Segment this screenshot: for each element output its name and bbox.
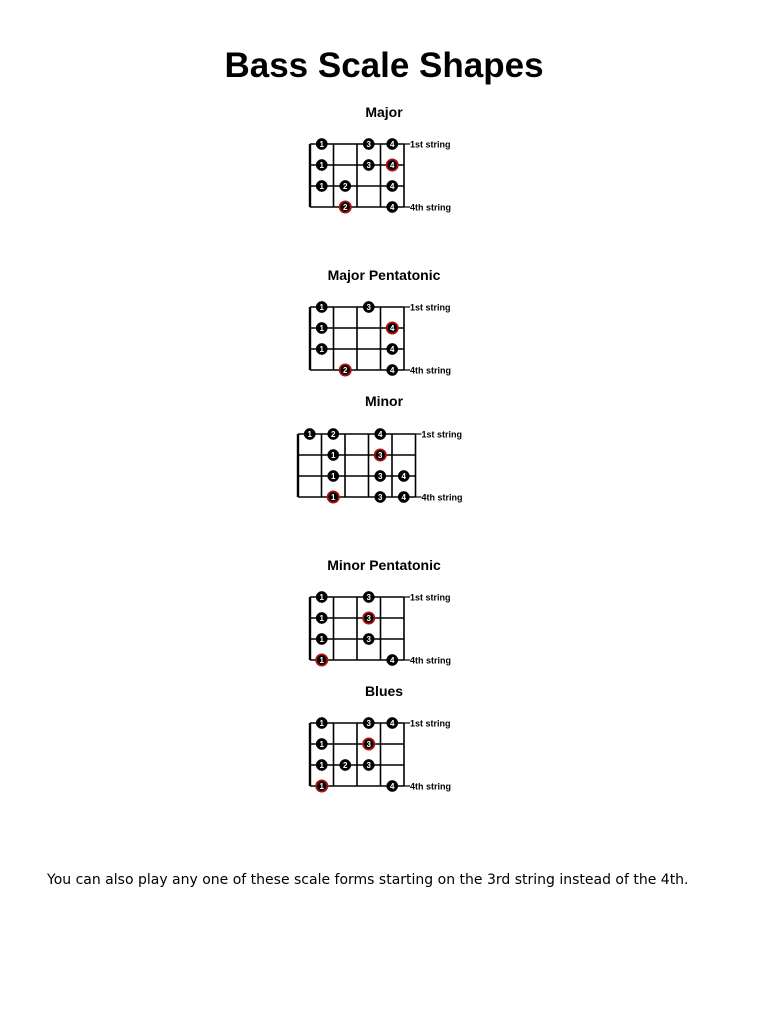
finger-number: 2	[331, 430, 336, 439]
finger-number: 2	[343, 761, 348, 770]
finger-number: 3	[378, 493, 383, 502]
finger-number: 1	[319, 345, 324, 354]
root-note-dot	[316, 654, 327, 665]
first-string-label: 1st string	[410, 592, 451, 603]
finger-number: 4	[390, 161, 395, 170]
note-dot	[387, 364, 398, 375]
finger-number: 1	[319, 656, 324, 665]
finger-number: 1	[319, 761, 324, 770]
note-dot	[363, 633, 374, 644]
scale-title-major-pentatonic: Major Pentatonic	[327, 267, 441, 283]
footer-note: You can also play any one of these scale forms starting on the 3rd string instead of the 4th.	[47, 872, 689, 888]
finger-number: 1	[319, 740, 324, 749]
fourth-string-label: 4th string	[421, 492, 463, 503]
note-dot	[363, 717, 374, 728]
note-dot	[363, 759, 374, 770]
root-note-dot	[375, 449, 386, 460]
finger-number: 3	[366, 140, 371, 149]
note-dot	[387, 343, 398, 354]
note-dot	[328, 470, 339, 481]
note-dot	[375, 491, 386, 502]
note-dot	[387, 717, 398, 728]
first-string-label: 1st string	[410, 718, 451, 729]
finger-number: 4	[401, 493, 406, 502]
root-note-dot	[340, 201, 351, 212]
note-dot	[328, 428, 339, 439]
note-dot	[316, 180, 327, 191]
fretboard-diagram-blues	[300, 713, 470, 795]
scale-title-minor: Minor	[364, 393, 404, 409]
fourth-string-label: 4th string	[410, 655, 452, 666]
fretboard-diagram-minor	[288, 424, 483, 506]
root-note-dot	[340, 364, 351, 375]
note-dot	[387, 654, 398, 665]
finger-number: 1	[319, 782, 324, 791]
finger-number: 1	[319, 719, 324, 728]
note-dot	[316, 322, 327, 333]
first-string-label: 1st string	[410, 139, 451, 150]
finger-number: 4	[390, 324, 395, 333]
finger-number: 3	[366, 593, 371, 602]
root-note-dot	[328, 491, 339, 502]
note-dot	[340, 180, 351, 191]
finger-number: 4	[390, 782, 395, 791]
finger-number: 1	[319, 614, 324, 623]
finger-number: 1	[331, 472, 336, 481]
finger-number: 4	[390, 656, 395, 665]
finger-number: 3	[366, 761, 371, 770]
fretboard-diagram-major-pentatonic	[300, 297, 470, 379]
note-dot	[398, 491, 409, 502]
finger-number: 1	[319, 324, 324, 333]
finger-number: 1	[319, 635, 324, 644]
first-string-label: 1st string	[410, 302, 451, 313]
note-dot	[387, 201, 398, 212]
root-note-dot	[316, 780, 327, 791]
note-dot	[316, 301, 327, 312]
fourth-string-label: 4th string	[410, 202, 452, 213]
note-dot	[316, 591, 327, 602]
finger-number: 4	[390, 345, 395, 354]
finger-number: 3	[366, 635, 371, 644]
scale-title-minor-pentatonic: Minor Pentatonic	[327, 557, 441, 573]
finger-number: 1	[331, 451, 336, 460]
note-dot	[387, 180, 398, 191]
note-dot	[363, 301, 374, 312]
note-dot	[316, 138, 327, 149]
finger-number: 1	[319, 182, 324, 191]
finger-number: 4	[390, 182, 395, 191]
note-dot	[316, 612, 327, 623]
note-dot	[316, 759, 327, 770]
finger-number: 3	[366, 303, 371, 312]
finger-number: 1	[319, 303, 324, 312]
root-note-dot	[363, 738, 374, 749]
note-dot	[387, 138, 398, 149]
note-dot	[387, 780, 398, 791]
scale-title-major: Major	[365, 104, 403, 120]
finger-number: 2	[343, 203, 348, 212]
page-title: Bass Scale Shapes	[224, 46, 544, 85]
first-string-label: 1st string	[421, 429, 463, 440]
fretboard-diagram-minor-pentatonic	[300, 587, 470, 669]
finger-number: 3	[378, 472, 383, 481]
note-dot	[363, 159, 374, 170]
root-note-dot	[387, 322, 398, 333]
fretboard-diagram-major	[300, 134, 470, 216]
note-dot	[304, 428, 315, 439]
finger-number: 4	[378, 430, 383, 439]
finger-number: 3	[366, 740, 371, 749]
finger-number: 1	[319, 161, 324, 170]
fourth-string-label: 4th string	[410, 365, 452, 376]
finger-number: 4	[390, 366, 395, 375]
note-dot	[398, 470, 409, 481]
note-dot	[316, 343, 327, 354]
finger-number: 3	[366, 614, 371, 623]
finger-number: 1	[319, 140, 324, 149]
note-dot	[375, 470, 386, 481]
note-dot	[363, 138, 374, 149]
note-dot	[363, 591, 374, 602]
finger-number: 1	[319, 593, 324, 602]
finger-number: 4	[390, 203, 395, 212]
finger-number: 3	[378, 451, 383, 460]
root-note-dot	[363, 612, 374, 623]
finger-number: 4	[390, 719, 395, 728]
note-dot	[375, 428, 386, 439]
finger-number: 3	[366, 719, 371, 728]
note-dot	[328, 449, 339, 460]
note-dot	[340, 759, 351, 770]
finger-number: 1	[307, 430, 312, 439]
fourth-string-label: 4th string	[410, 781, 452, 792]
finger-number: 4	[401, 472, 406, 481]
finger-number: 3	[366, 161, 371, 170]
note-dot	[316, 633, 327, 644]
finger-number: 2	[343, 182, 348, 191]
note-dot	[316, 738, 327, 749]
scale-title-blues: Blues	[364, 683, 404, 699]
finger-number: 1	[331, 493, 336, 502]
note-dot	[316, 159, 327, 170]
finger-number: 2	[343, 366, 348, 375]
note-dot	[316, 717, 327, 728]
root-note-dot	[387, 159, 398, 170]
finger-number: 4	[390, 140, 395, 149]
